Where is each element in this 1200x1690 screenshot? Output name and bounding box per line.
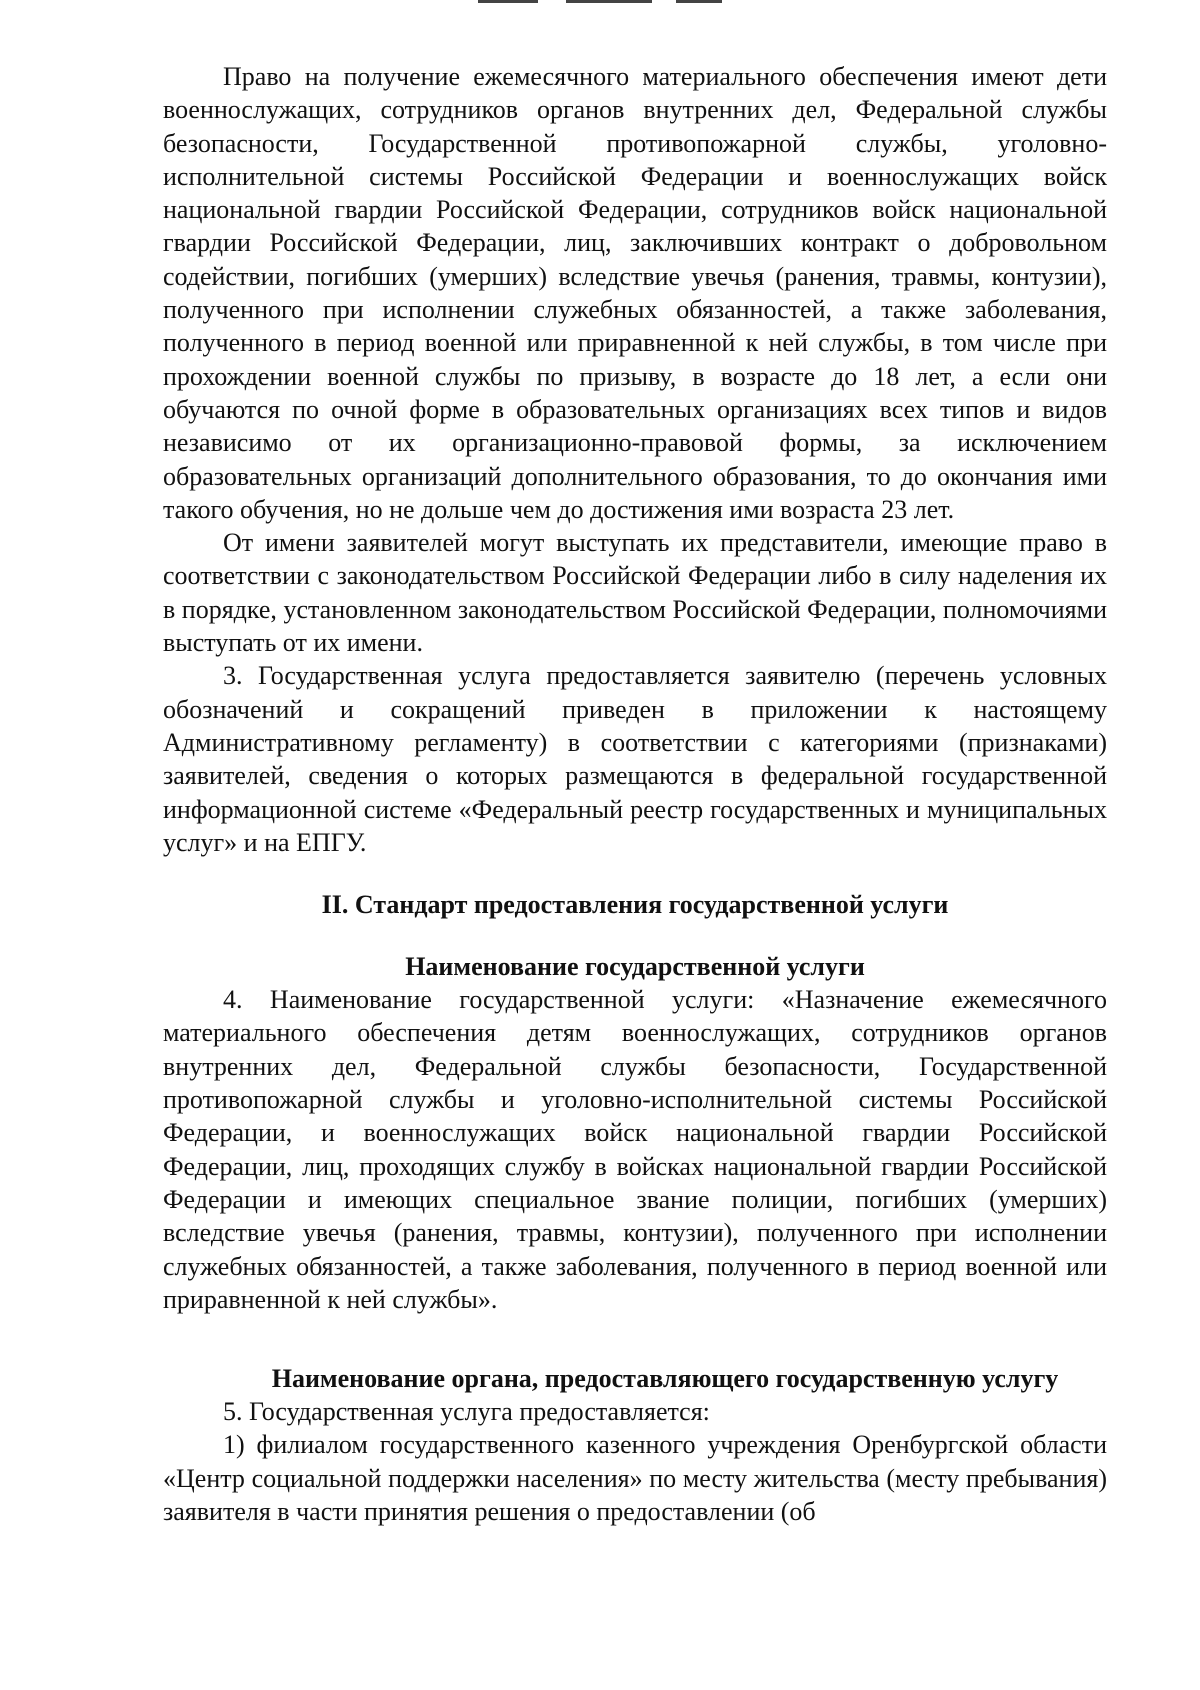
paragraph-4: 4. Наименование государственной услуги: «Назначение ежемесячного материального обеспечения детям военнослужащих, сотрудников органов внутренних дел, Федеральной службы безопасности, Государственной противопожарной службы и уголовно-исполнительной системы Российской Федерации, и военнослужащих войск национальной гвардии Российской Федерации, лиц, проходящих службу в войсках национальной гвардии Российской Федерации и имеющих специальное звание полиции, погибших (умерших) вследствие увечья (ранения, травмы, контузии), полученного при исполнении служебных обязанностей, а также заболевания, полученного в период военной или приравненной к ней службы». (163, 985, 1107, 1314)
paragraph-5-item-1: 1) филиалом государственного казенного учреждения Оренбургской области «Центр социальной поддержки населения» по месту жительства (месту пребывания) заявителя в части принятия решения о предоставлении (об (163, 1430, 1107, 1526)
scan-artifact-marks (470, 0, 730, 8)
document-body (163, 60, 1107, 1528)
paragraph-3: 3. Государственная услуга предоставляется заявителю (перечень условных обозначений и сокращений приведен в приложении к настоящему Административному регламенту) в соответствии с категориями (признаками) заявителей, сведения о которых размещаются в федеральной государственной информационной системе «Федеральный реестр государственных и муниципальных услуг» и на ЕПГУ. (163, 661, 1107, 857)
subheading-providing-organ: Наименование органа, предоставляющего государственную услугу (271, 1364, 1059, 1394)
paragraph-5: 5. Государственная услуга предоставляется: (223, 1397, 710, 1427)
paragraph-representatives: От имени заявителей могут выступать их представители, имеющие право в соответствии с законодательством Российской Федерации либо в силу наделения их в порядке, установленном законодательством Российской Федерации, полномочиями выступать от их имени. (163, 528, 1107, 658)
subheading-service-name: Наименование государственной услуги (405, 952, 865, 982)
paragraph-eligibility: Право на получение ежемесячного материального обеспечения имеют дети военнослужащих, сотрудников органов внутренних дел, Федеральной службы безопасности, Государственной противопожарной службы, уголовно-исполнительной системы Российской Федерации и военнослужащих войск национальной гвардии Российской Федерации, сотрудников войск национальной гвардии Российской Федерации, лиц, заключивших контракт о добровольном содействии, погибших (умерших) вследствие увечья (ранения, травмы, контузии), полученного при исполнении служебных обязанностей, а также заболевания, полученного в период военной или приравненной к ней службы, в том числе при прохождении военной службы по призыву, в возрасте до 18 лет, а если они обучаются по очной форме в образовательных организациях всех типов и видов независимо от их организационно-правовой формы, за исключением образовательных организаций дополнительного образования, то до окончания ими такого обучения, но не дольше чем до достижения ими возраста 23 лет. (163, 62, 1107, 524)
section-heading: II. Стандарт предоставления государственной услуги (321, 890, 949, 920)
